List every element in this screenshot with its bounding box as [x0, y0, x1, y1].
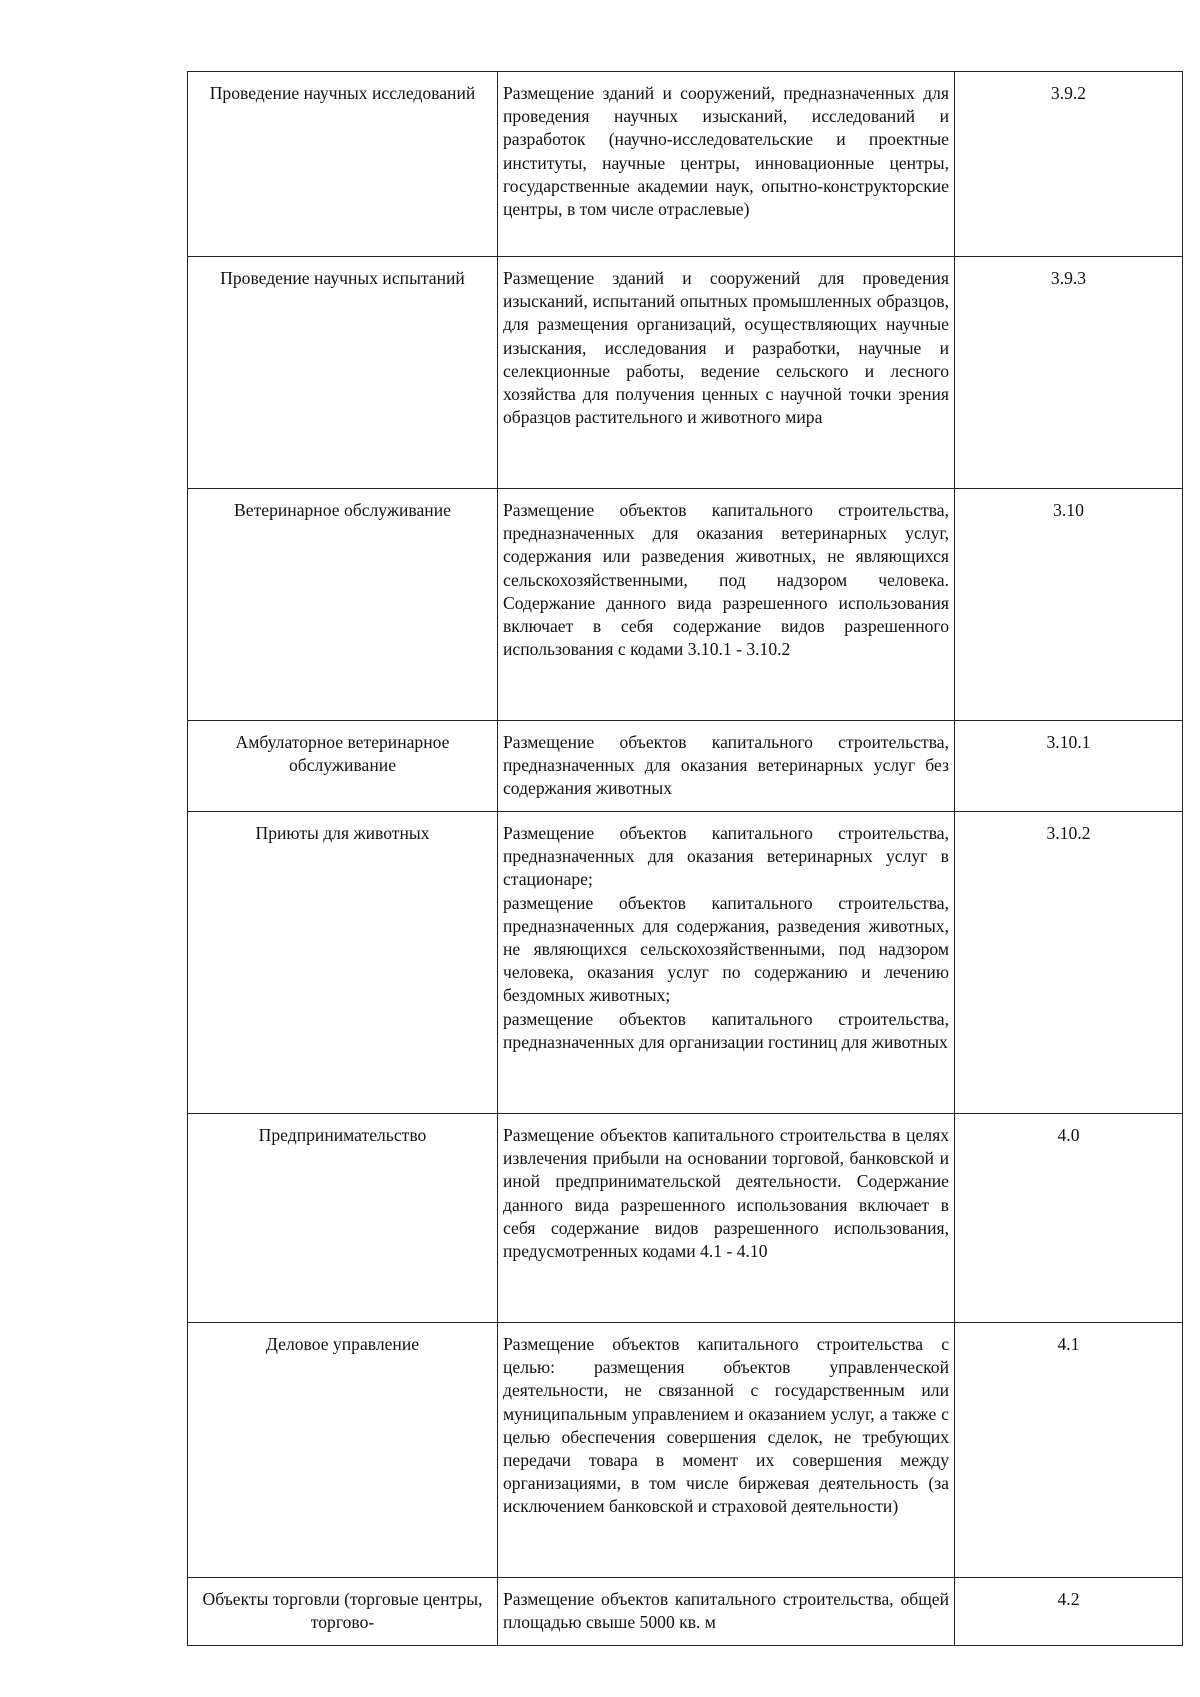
- use-description-cell: [498, 489, 955, 721]
- use-name-cell: Амбулаторное ветеринарное обслуживание: [188, 721, 498, 812]
- land-use-table: [187, 71, 1183, 1646]
- use-name-cell: Объекты торговли (торговые центры, торгово-: [188, 1578, 498, 1646]
- description-text: Размещение зданий и сооружений для проведения изысканий, испытаний опытных промышленных образцов, для размещения организаций, осуществляющих научные изыскания, исследования и разработки, научные и селекционные работы, ведение сельского и лесного хозяйства для получения ценных с научной точки зрения образцов растительного и животного мира: [503, 268, 949, 428]
- use-name-cell: Проведение научных испытаний: [188, 257, 498, 489]
- use-code-cell: 3.9.2: [955, 72, 1183, 257]
- use-description-cell: [498, 72, 955, 257]
- use-description-cell: [498, 1578, 955, 1646]
- table-row: [188, 489, 1183, 721]
- use-description-cell: [498, 721, 955, 812]
- table-row: [188, 721, 1183, 812]
- use-name-cell: Предпринимательство: [188, 1114, 498, 1323]
- use-code-cell: 3.9.3: [955, 257, 1183, 489]
- description-text: Размещение объектов капитального строительства, общей площадью свыше 5000 кв. м: [503, 1589, 949, 1633]
- use-code-cell: 4.1: [955, 1323, 1183, 1578]
- description-text: Размещение объектов капитального строительства в целях извлечения прибыли на основании торговой, банковской и иной предпринимательской деятельности. Содержание данного вида разрешенного использования включает в себя содержание видов разрешенного использования, предусмотренных кодами 4.1 - 4.10: [503, 1125, 949, 1262]
- description-text: Размещение объектов капитального строительства, предназначенных для оказания ветеринарных услуг без содержания животных: [503, 732, 949, 799]
- use-code-cell: 4.0: [955, 1114, 1183, 1323]
- description-text: размещение объектов капитального строительства, предназначенных для содержания, разведения животных, не являющихся сельскохозяйственными, под надзором человека, оказания услуг по содержанию и лечению бездомных животных;: [503, 892, 949, 1006]
- table-row: [188, 257, 1183, 489]
- description-text: Размещение объектов капитального строительства, предназначенных для оказания ветеринарных услуг в стационаре;: [503, 823, 949, 890]
- use-description-cell: [498, 1323, 955, 1578]
- description-text: Размещение зданий и сооружений, предназначенных для проведения научных изысканий, исследований и разработок (научно-исследовательские и проектные институты, научные центры, инновационные центры, государственные академии наук, опытно-конструкторские центры, в том числе отраслевые): [503, 83, 949, 220]
- table-row: [188, 72, 1183, 257]
- use-name-cell: Ветеринарное обслуживание: [188, 489, 498, 721]
- use-description-cell: [498, 1114, 955, 1323]
- description-text: Размещение объектов капитального строительства, предназначенных для оказания ветеринарных услуг, содержания или разведения животных, не являющихся сельскохозяйственными, под надзором человека. Содержание данного вида разрешенного использования включает в себя содержание видов разрешенного использования с кодами 3.10.1 - 3.10.2: [503, 500, 949, 660]
- table-row: [188, 1114, 1183, 1323]
- use-code-cell: 3.10: [955, 489, 1183, 721]
- table-row: [188, 1578, 1183, 1646]
- use-description-cell: [498, 812, 955, 1114]
- table-row: [188, 1323, 1183, 1578]
- use-name-cell: Приюты для животных: [188, 812, 498, 1114]
- use-code-cell: 3.10.2: [955, 812, 1183, 1114]
- use-name-cell: Проведение научных исследований: [188, 72, 498, 257]
- use-code-cell: 4.2: [955, 1578, 1183, 1646]
- use-description-cell: [498, 257, 955, 489]
- description-text: размещение объектов капитального строительства, предназначенных для организации гостиниц для животных: [503, 1008, 949, 1052]
- description-text: Размещение объектов капитального строительства с целью: размещения объектов управленческой деятельности, не связанной с государственным или муниципальным управлением и оказанием услуг, а также с целью обеспечения совершения сделок, не требующих передачи товара в момент их совершения между организациями, в том числе биржевая деятельность (за исключением банковской и страховой деятельности): [503, 1334, 949, 1517]
- use-name-cell: Деловое управление: [188, 1323, 498, 1578]
- use-code-cell: 3.10.1: [955, 721, 1183, 812]
- table-row: [188, 812, 1183, 1114]
